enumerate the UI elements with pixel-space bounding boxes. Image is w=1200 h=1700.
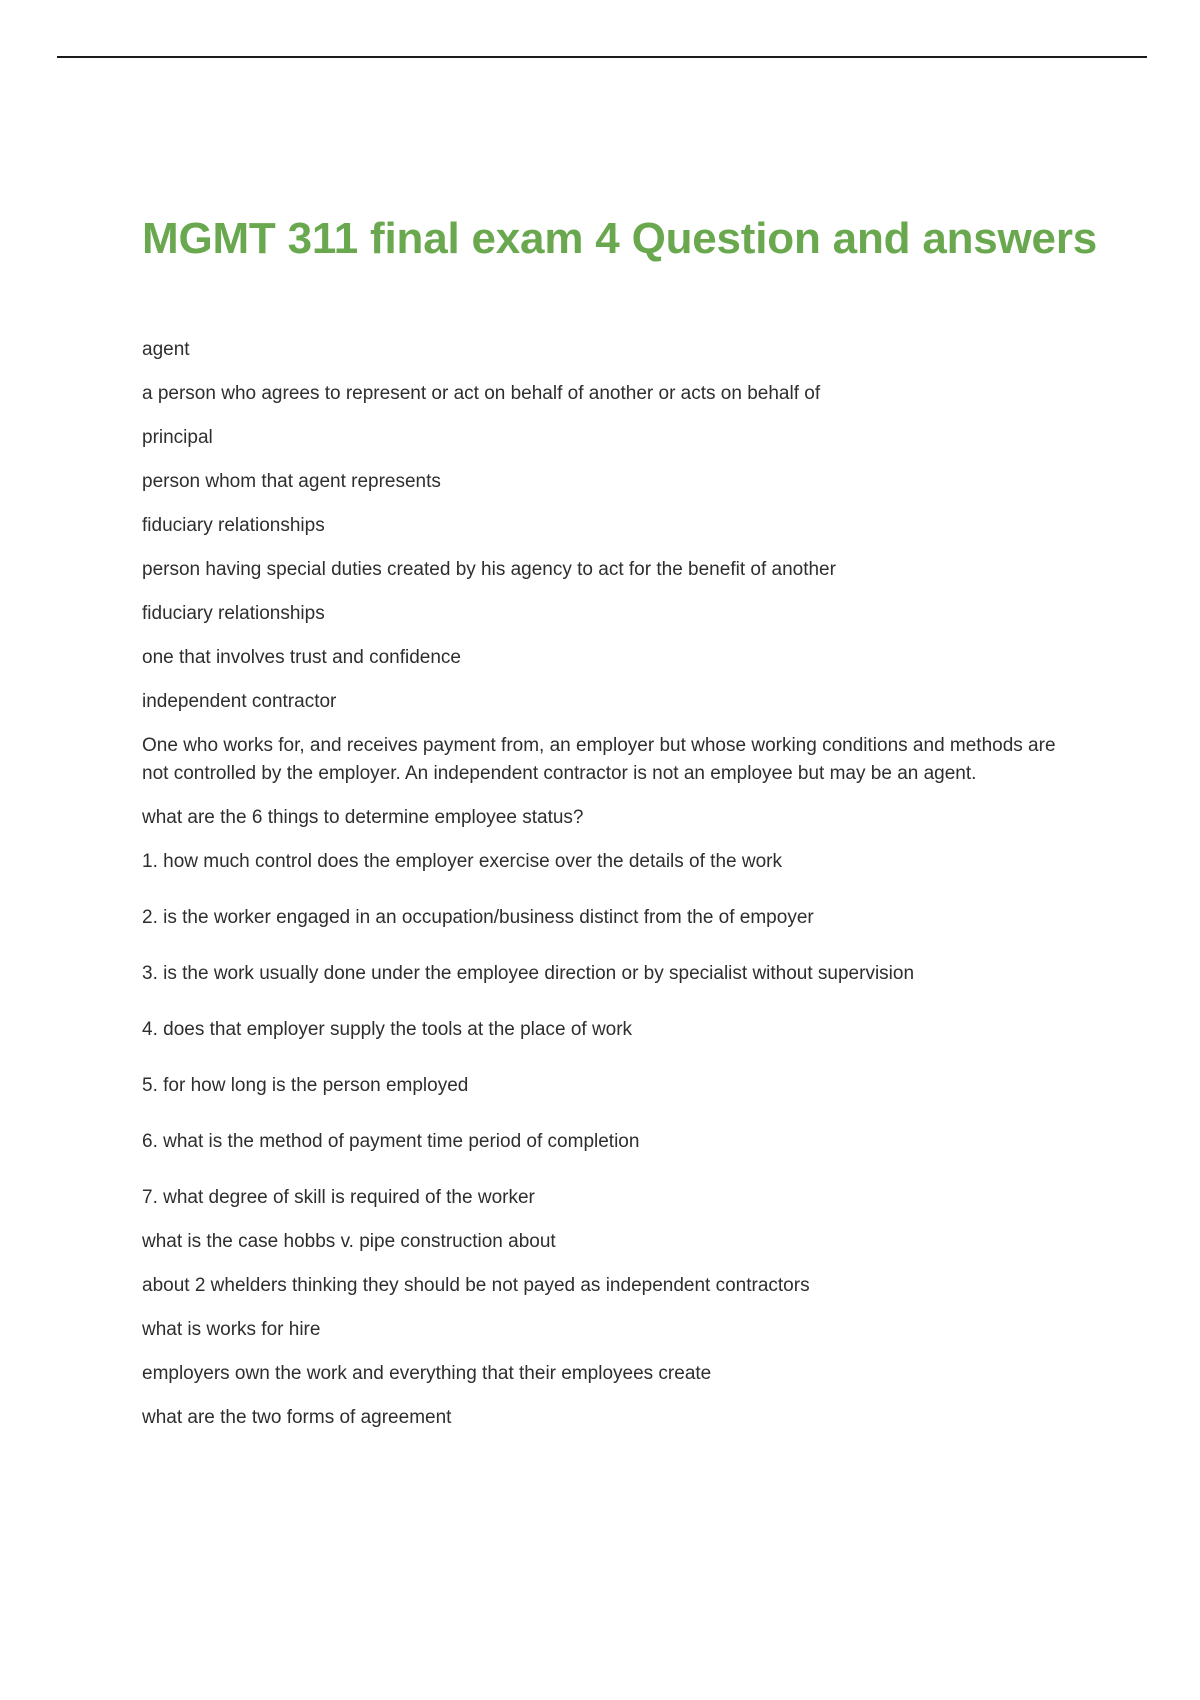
answer-works-for-hire: employers own the work and everything that their employees create xyxy=(142,1363,712,1384)
definition-independent-contractor: One who works for, and receives payment from, an employer but whose working conditions and methods are not controlled by the employer. An independent contractor is not an employee but may be an agent. xyxy=(142,735,1056,784)
question-employee-status: what are the 6 things to determine employee status? xyxy=(142,807,584,828)
term-fiduciary-2: fiduciary relationships xyxy=(142,603,325,624)
document-body xyxy=(142,336,1062,1432)
list-item-7: 7. what degree of skill is required of the worker xyxy=(142,1187,535,1208)
definition-fiduciary-1: person having special duties created by his agency to act for the benefit of another xyxy=(142,559,836,580)
definition-fiduciary-2: one that involves trust and confidence xyxy=(142,647,461,668)
question-works-for-hire: what is works for hire xyxy=(142,1319,321,1340)
answer-hobbs-case: about 2 whelders thinking they should be not payed as independent contractors xyxy=(142,1275,810,1296)
list-item-1: 1. how much control does the employer exercise over the details of the work xyxy=(142,851,782,872)
list-item-3: 3. is the work usually done under the employee direction or by specialist without supervision xyxy=(142,963,915,984)
list-item-4: 4. does that employer supply the tools at the place of work xyxy=(142,1019,633,1040)
list-item-2: 2. is the worker engaged in an occupation/business distinct from the of empoyer xyxy=(142,907,814,928)
header-rule xyxy=(57,56,1147,58)
list-item-5: 5. for how long is the person employed xyxy=(142,1075,469,1096)
list-item-6: 6. what is the method of payment time period of completion xyxy=(142,1131,640,1152)
term-fiduciary-1: fiduciary relationships xyxy=(142,515,325,536)
definition-agent: a person who agrees to represent or act on behalf of another or acts on behalf of xyxy=(142,383,821,404)
question-hobbs-case: what is the case hobbs v. pipe construction about xyxy=(142,1231,556,1252)
term-principal: principal xyxy=(142,427,213,448)
definition-principal: person whom that agent represents xyxy=(142,471,441,492)
term-agent: agent xyxy=(142,339,190,360)
term-independent-contractor: independent contractor xyxy=(142,691,337,712)
document-title: MGMT 311 final exam 4 Question and answers xyxy=(142,214,1098,263)
question-forms-of-agreement: what are the two forms of agreement xyxy=(142,1407,452,1428)
